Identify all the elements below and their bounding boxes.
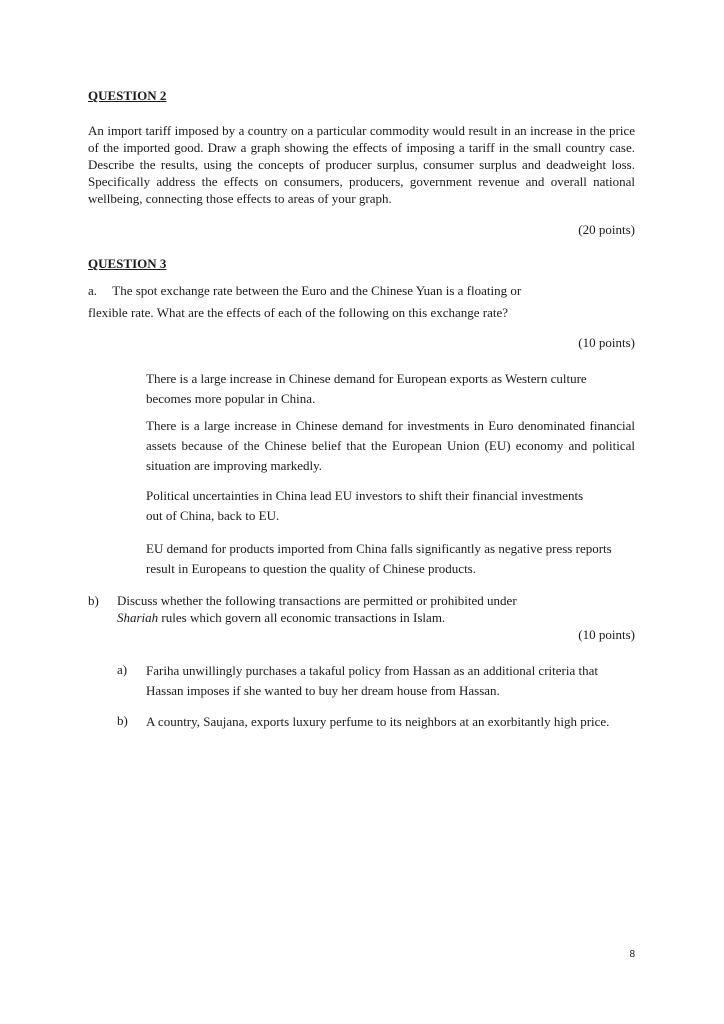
part-b-item-2-label: b) <box>117 713 128 728</box>
part-a-points: (10 points) <box>578 335 635 350</box>
part-a-label: a. <box>88 283 98 298</box>
question-3-heading: QUESTION 3 <box>88 256 167 271</box>
part-b-intro <box>117 592 617 626</box>
part-b-label: b) <box>88 593 99 608</box>
part-b-item-1-label: a) <box>117 662 128 677</box>
part-a-item-3: Political uncertainties in China lead EU investors to shift their financial investments out of China, back to EU. <box>146 488 584 523</box>
page-number: 8 <box>629 949 635 960</box>
part-a-line-2: flexible rate. What are the effects of each of the following on this exchange rate? <box>88 305 509 320</box>
part-b-line-2-rest: rules which govern all economic transactions in Islam. <box>158 610 446 625</box>
question-2-body: An import tariff imposed by a country on a particular commodity would result in an increase in the price of the imported good. Draw a graph showing the effects of imposing a tariff in the small country case. Describe the results, using the concepts of producer surplus, consumer surplus and deadweight loss. Specifically address the effects on consumers, producers, government revenue and overall national wellbeing, connecting those effects to areas of your graph. <box>88 123 635 206</box>
part-a-item-1: There is a large increase in Chinese demand for European exports as Western culture becomes more popular in China. <box>146 371 587 406</box>
part-a-intro <box>88 282 648 321</box>
part-a-line-1: The spot exchange rate between the Euro and the Chinese Yuan is a floating or <box>112 283 522 298</box>
part-b-item-2-text: A country, Saujana, exports luxury perfume to its neighbors at an exorbitantly high price. <box>146 714 610 729</box>
part-b-item-1-text: Fariha unwillingly purchases a takaful policy from Hassan as an additional criteria that Hassan imposes if she wanted to buy her dream house from Hassan. <box>146 663 598 698</box>
part-b-points: (10 points) <box>578 627 635 642</box>
question-2-points: (20 points) <box>578 222 635 237</box>
part-b-line-1: Discuss whether the following transactions are permitted or prohibited under <box>117 593 517 608</box>
question-2-heading: QUESTION 2 <box>88 88 167 103</box>
shariah-term: Shariah <box>117 610 159 625</box>
part-b-line-2 <box>117 609 617 626</box>
part-a-item-2: There is a large increase in Chinese demand for investments in Euro denominated financial assets because of the Chinese belief that the European Union (EU) economy and political situation are improving markedly. <box>146 418 635 473</box>
part-a-item-4: EU demand for products imported from China falls significantly as negative press reports result in Europeans to question the quality of Chinese products. <box>146 541 612 576</box>
